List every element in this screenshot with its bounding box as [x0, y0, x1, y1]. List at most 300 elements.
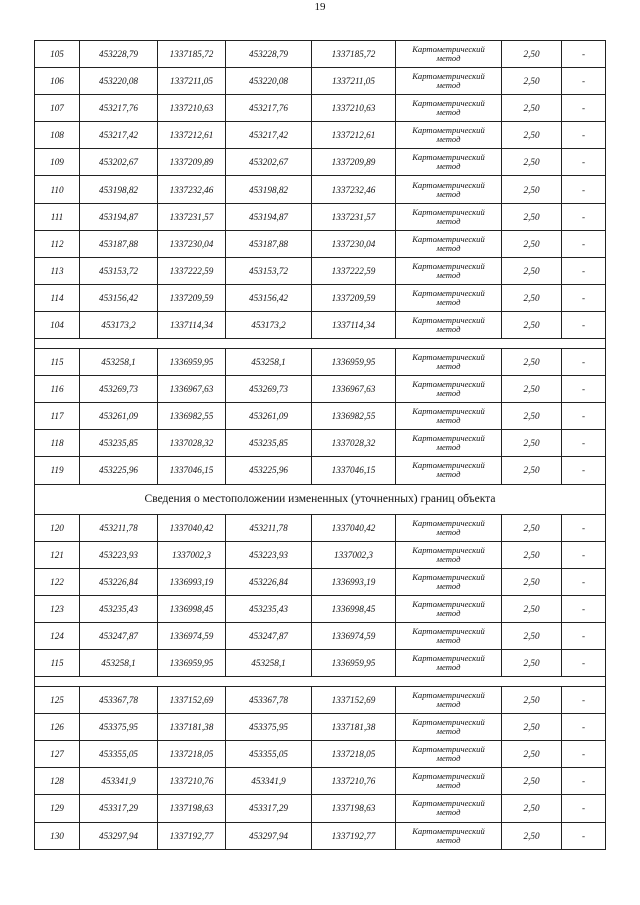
accuracy-cell: 2,50 — [502, 649, 562, 676]
table-row — [35, 595, 606, 622]
y-existing-cell: 1337209,89 — [158, 149, 226, 176]
x-new-cell: 453235,85 — [226, 430, 312, 457]
separator-row — [35, 339, 606, 349]
method-cell — [396, 176, 502, 203]
x-existing-cell: 453317,29 — [80, 795, 158, 822]
x-new-cell: 453261,09 — [226, 403, 312, 430]
x-existing-cell: 453211,78 — [80, 514, 158, 541]
x-existing-cell: 453375,95 — [80, 714, 158, 741]
x-new-cell: 453258,1 — [226, 349, 312, 376]
method-line-1: Картометрический — [412, 98, 485, 109]
x-existing-cell: 453198,82 — [80, 176, 158, 203]
note-cell: - — [562, 376, 606, 403]
y-existing-cell: 1337210,76 — [158, 768, 226, 795]
point-number-cell: 126 — [35, 714, 80, 741]
point-number-cell: 122 — [35, 568, 80, 595]
method-line-2: метод — [436, 526, 461, 537]
y-new-cell: 1337230,04 — [312, 230, 396, 257]
y-existing-cell: 1337181,38 — [158, 714, 226, 741]
point-number-cell: 106 — [35, 68, 80, 95]
note-cell: - — [562, 541, 606, 568]
method-line-1: Картометрический — [412, 771, 485, 782]
method-line-1: Картометрический — [412, 798, 485, 809]
accuracy-cell: 2,50 — [502, 514, 562, 541]
table-row — [35, 149, 606, 176]
method-line-2: метод — [436, 780, 461, 791]
method-line-2: метод — [436, 188, 461, 199]
note-cell: - — [562, 568, 606, 595]
point-number-cell: 123 — [35, 595, 80, 622]
method-line-2: метод — [436, 161, 461, 172]
x-new-cell: 453223,93 — [226, 541, 312, 568]
y-new-cell: 1337232,46 — [312, 176, 396, 203]
accuracy-cell: 2,50 — [502, 203, 562, 230]
point-number-cell: 104 — [35, 311, 80, 338]
accuracy-cell: 2,50 — [502, 311, 562, 338]
page-number: 19 — [314, 1, 326, 13]
x-new-cell: 453269,73 — [226, 376, 312, 403]
x-existing-cell: 453226,84 — [80, 568, 158, 595]
table-row — [35, 376, 606, 403]
method-line-1: Картометрический — [412, 625, 485, 636]
point-number-cell: 113 — [35, 257, 80, 284]
x-new-cell: 453247,87 — [226, 622, 312, 649]
point-number-cell: 108 — [35, 122, 80, 149]
x-existing-cell: 453235,85 — [80, 430, 158, 457]
accuracy-cell: 2,50 — [502, 68, 562, 95]
method-line-1: Картометрический — [412, 653, 485, 664]
note-cell: - — [562, 687, 606, 714]
accuracy-cell: 2,50 — [502, 122, 562, 149]
y-existing-cell: 1337185,72 — [158, 41, 226, 68]
table-row — [35, 768, 606, 795]
accuracy-cell: 2,50 — [502, 430, 562, 457]
accuracy-cell: 2,50 — [502, 687, 562, 714]
method-line-2: метод — [436, 134, 461, 145]
x-existing-cell: 453297,94 — [80, 822, 158, 849]
point-number-cell: 112 — [35, 230, 80, 257]
x-new-cell: 453355,05 — [226, 741, 312, 768]
x-existing-cell: 453187,88 — [80, 230, 158, 257]
note-cell: - — [562, 822, 606, 849]
section-heading: Сведения о местоположении измененных (уточненных) границ объекта — [35, 484, 606, 514]
y-new-cell: 1337210,76 — [312, 768, 396, 795]
method-line-1: Картометрический — [412, 598, 485, 609]
method-cell — [396, 622, 502, 649]
y-new-cell: 1337152,69 — [312, 687, 396, 714]
x-existing-cell: 453220,08 — [80, 68, 158, 95]
method-line-1: Картометрический — [412, 152, 485, 163]
x-new-cell: 453187,88 — [226, 230, 312, 257]
y-existing-cell: 1337222,59 — [158, 257, 226, 284]
method-line-1: Картометрический — [412, 206, 485, 217]
y-existing-cell: 1336993,19 — [158, 568, 226, 595]
table-row — [35, 95, 606, 122]
y-existing-cell: 1337192,77 — [158, 822, 226, 849]
x-new-cell: 453217,76 — [226, 95, 312, 122]
method-line-1: Картометрический — [412, 314, 485, 325]
method-line-1: Картометрический — [412, 352, 485, 363]
table-body — [35, 41, 606, 850]
point-number-cell: 124 — [35, 622, 80, 649]
method-line-1: Картометрический — [412, 71, 485, 82]
accuracy-cell: 2,50 — [502, 822, 562, 849]
accuracy-cell: 2,50 — [502, 541, 562, 568]
y-existing-cell: 1336967,63 — [158, 376, 226, 403]
y-new-cell: 1337209,89 — [312, 149, 396, 176]
note-cell: - — [562, 284, 606, 311]
note-cell: - — [562, 714, 606, 741]
x-new-cell: 453235,43 — [226, 595, 312, 622]
point-number-cell: 119 — [35, 457, 80, 484]
table-row — [35, 541, 606, 568]
y-new-cell: 1337212,61 — [312, 122, 396, 149]
method-cell — [396, 376, 502, 403]
table-row — [35, 822, 606, 849]
point-number-cell: 115 — [35, 349, 80, 376]
note-cell: - — [562, 595, 606, 622]
y-new-cell: 1336993,19 — [312, 568, 396, 595]
x-new-cell: 453317,29 — [226, 795, 312, 822]
method-line-1: Картометрический — [412, 179, 485, 190]
accuracy-cell: 2,50 — [502, 284, 562, 311]
y-new-cell: 1337192,77 — [312, 822, 396, 849]
method-line-1: Картометрический — [412, 825, 485, 836]
method-line-1: Картометрический — [412, 433, 485, 444]
y-new-cell: 1336959,95 — [312, 349, 396, 376]
x-new-cell: 453211,78 — [226, 514, 312, 541]
method-line-2: метод — [436, 580, 461, 591]
x-existing-cell: 453225,96 — [80, 457, 158, 484]
note-cell: - — [562, 795, 606, 822]
y-new-cell: 1337222,59 — [312, 257, 396, 284]
y-new-cell: 1336998,45 — [312, 595, 396, 622]
method-line-2: метод — [436, 296, 461, 307]
note-cell: - — [562, 514, 606, 541]
note-cell: - — [562, 311, 606, 338]
x-new-cell: 453226,84 — [226, 568, 312, 595]
method-cell — [396, 149, 502, 176]
section-heading-row — [35, 484, 606, 514]
method-line-1: Картометрический — [412, 406, 485, 417]
method-line-1: Картометрический — [412, 379, 485, 390]
x-new-cell: 453228,79 — [226, 41, 312, 68]
point-number-cell: 121 — [35, 541, 80, 568]
table-row — [35, 122, 606, 149]
method-line-2: метод — [436, 388, 461, 399]
y-new-cell: 1337231,57 — [312, 203, 396, 230]
table-row — [35, 230, 606, 257]
y-new-cell: 1337028,32 — [312, 430, 396, 457]
point-number-cell: 109 — [35, 149, 80, 176]
y-existing-cell: 1337231,57 — [158, 203, 226, 230]
note-cell: - — [562, 230, 606, 257]
method-cell — [396, 311, 502, 338]
x-existing-cell: 453194,87 — [80, 203, 158, 230]
x-new-cell: 453198,82 — [226, 176, 312, 203]
note-cell: - — [562, 122, 606, 149]
y-new-cell: 1336959,95 — [312, 649, 396, 676]
method-line-2: метод — [436, 699, 461, 710]
x-existing-cell: 453247,87 — [80, 622, 158, 649]
y-existing-cell: 1337218,05 — [158, 741, 226, 768]
accuracy-cell: 2,50 — [502, 457, 562, 484]
x-existing-cell: 453228,79 — [80, 41, 158, 68]
y-existing-cell: 1337209,59 — [158, 284, 226, 311]
x-existing-cell: 453269,73 — [80, 376, 158, 403]
y-existing-cell: 1337211,05 — [158, 68, 226, 95]
method-line-2: метод — [436, 469, 461, 480]
method-line-1: Картометрический — [412, 717, 485, 728]
table-row — [35, 741, 606, 768]
x-existing-cell: 453355,05 — [80, 741, 158, 768]
x-new-cell: 453297,94 — [226, 822, 312, 849]
x-new-cell: 453220,08 — [226, 68, 312, 95]
y-existing-cell: 1336959,95 — [158, 649, 226, 676]
point-number-cell: 105 — [35, 41, 80, 68]
method-cell — [396, 822, 502, 849]
y-existing-cell: 1337046,15 — [158, 457, 226, 484]
x-new-cell: 453341,9 — [226, 768, 312, 795]
y-existing-cell: 1336959,95 — [158, 349, 226, 376]
table-row — [35, 714, 606, 741]
x-existing-cell: 453153,72 — [80, 257, 158, 284]
y-new-cell: 1337185,72 — [312, 41, 396, 68]
point-number-cell: 111 — [35, 203, 80, 230]
accuracy-cell: 2,50 — [502, 595, 562, 622]
x-new-cell: 453375,95 — [226, 714, 312, 741]
point-number-cell: 114 — [35, 284, 80, 311]
method-cell — [396, 768, 502, 795]
method-cell — [396, 403, 502, 430]
note-cell: - — [562, 622, 606, 649]
x-existing-cell: 453156,42 — [80, 284, 158, 311]
note-cell: - — [562, 41, 606, 68]
method-line-2: метод — [436, 662, 461, 673]
note-cell: - — [562, 68, 606, 95]
y-existing-cell: 1337028,32 — [158, 430, 226, 457]
note-cell: - — [562, 149, 606, 176]
x-existing-cell: 453367,78 — [80, 687, 158, 714]
table-row — [35, 403, 606, 430]
y-new-cell: 1337114,34 — [312, 311, 396, 338]
method-line-1: Картометрический — [412, 233, 485, 244]
point-number-cell: 129 — [35, 795, 80, 822]
x-existing-cell: 453261,09 — [80, 403, 158, 430]
y-existing-cell: 1337212,61 — [158, 122, 226, 149]
method-cell — [396, 568, 502, 595]
method-cell — [396, 257, 502, 284]
method-line-1: Картометрический — [412, 260, 485, 271]
method-line-2: метод — [436, 323, 461, 334]
method-line-1: Картометрический — [412, 287, 485, 298]
method-line-1: Картометрический — [412, 690, 485, 701]
accuracy-cell: 2,50 — [502, 768, 562, 795]
method-cell — [396, 741, 502, 768]
method-cell — [396, 714, 502, 741]
method-line-1: Картометрический — [412, 125, 485, 136]
x-new-cell: 453217,42 — [226, 122, 312, 149]
x-new-cell: 453258,1 — [226, 649, 312, 676]
x-new-cell: 453367,78 — [226, 687, 312, 714]
method-cell — [396, 122, 502, 149]
note-cell: - — [562, 403, 606, 430]
x-existing-cell: 453217,76 — [80, 95, 158, 122]
method-line-2: метод — [436, 361, 461, 372]
y-existing-cell: 1337230,04 — [158, 230, 226, 257]
point-number-cell: 120 — [35, 514, 80, 541]
point-number-cell: 117 — [35, 403, 80, 430]
y-new-cell: 1337040,42 — [312, 514, 396, 541]
x-new-cell: 453202,67 — [226, 149, 312, 176]
method-cell — [396, 795, 502, 822]
separator-cell — [35, 339, 606, 349]
table-row — [35, 514, 606, 541]
y-new-cell: 1337181,38 — [312, 714, 396, 741]
accuracy-cell: 2,50 — [502, 257, 562, 284]
table-row — [35, 257, 606, 284]
method-line-2: метод — [436, 753, 461, 764]
method-cell — [396, 541, 502, 568]
method-line-2: метод — [436, 553, 461, 564]
method-line-2: метод — [436, 607, 461, 618]
note-cell: - — [562, 457, 606, 484]
method-cell — [396, 203, 502, 230]
accuracy-cell: 2,50 — [502, 230, 562, 257]
y-existing-cell: 1337114,34 — [158, 311, 226, 338]
note-cell: - — [562, 257, 606, 284]
x-new-cell: 453194,87 — [226, 203, 312, 230]
x-new-cell: 453156,42 — [226, 284, 312, 311]
accuracy-cell: 2,50 — [502, 376, 562, 403]
method-line-1: Картометрический — [412, 571, 485, 582]
method-cell — [396, 457, 502, 484]
x-existing-cell: 453235,43 — [80, 595, 158, 622]
method-line-1: Картометрический — [412, 744, 485, 755]
method-cell — [396, 95, 502, 122]
point-number-cell: 110 — [35, 176, 80, 203]
table-row — [35, 622, 606, 649]
method-cell — [396, 514, 502, 541]
separator-cell — [35, 677, 606, 687]
y-new-cell: 1336967,63 — [312, 376, 396, 403]
method-cell — [396, 349, 502, 376]
y-existing-cell: 1337152,69 — [158, 687, 226, 714]
accuracy-cell: 2,50 — [502, 568, 562, 595]
x-existing-cell: 453223,93 — [80, 541, 158, 568]
accuracy-cell: 2,50 — [502, 714, 562, 741]
method-line-1: Картометрический — [412, 44, 485, 55]
method-cell — [396, 284, 502, 311]
method-cell — [396, 687, 502, 714]
accuracy-cell: 2,50 — [502, 95, 562, 122]
method-line-2: метод — [436, 415, 461, 426]
method-cell — [396, 68, 502, 95]
method-line-2: метод — [436, 834, 461, 845]
x-existing-cell: 453258,1 — [80, 649, 158, 676]
point-number-cell: 130 — [35, 822, 80, 849]
method-line-2: метод — [436, 80, 461, 91]
method-cell — [396, 41, 502, 68]
method-line-2: метод — [436, 107, 461, 118]
table-row — [35, 68, 606, 95]
y-new-cell: 1336974,59 — [312, 622, 396, 649]
accuracy-cell: 2,50 — [502, 741, 562, 768]
note-cell: - — [562, 95, 606, 122]
note-cell: - — [562, 349, 606, 376]
method-line-1: Картометрический — [412, 544, 485, 555]
y-new-cell: 1337218,05 — [312, 741, 396, 768]
y-existing-cell: 1337210,63 — [158, 95, 226, 122]
accuracy-cell: 2,50 — [502, 176, 562, 203]
note-cell: - — [562, 768, 606, 795]
y-new-cell: 1337211,05 — [312, 68, 396, 95]
table-row — [35, 649, 606, 676]
y-new-cell: 1337002,3 — [312, 541, 396, 568]
accuracy-cell: 2,50 — [502, 41, 562, 68]
point-number-cell: 116 — [35, 376, 80, 403]
table-row — [35, 568, 606, 595]
x-existing-cell: 453258,1 — [80, 349, 158, 376]
method-cell — [396, 595, 502, 622]
y-existing-cell: 1337232,46 — [158, 176, 226, 203]
point-number-cell: 128 — [35, 768, 80, 795]
x-existing-cell: 453217,42 — [80, 122, 158, 149]
note-cell: - — [562, 203, 606, 230]
x-existing-cell: 453202,67 — [80, 149, 158, 176]
coordinates-table — [34, 40, 606, 850]
y-new-cell: 1337210,63 — [312, 95, 396, 122]
table-row — [35, 311, 606, 338]
method-line-2: метод — [436, 242, 461, 253]
y-existing-cell: 1337040,42 — [158, 514, 226, 541]
accuracy-cell: 2,50 — [502, 622, 562, 649]
point-number-cell: 127 — [35, 741, 80, 768]
y-new-cell: 1337046,15 — [312, 457, 396, 484]
method-line-2: метод — [436, 215, 461, 226]
method-line-2: метод — [436, 53, 461, 64]
table-row — [35, 457, 606, 484]
x-new-cell: 453153,72 — [226, 257, 312, 284]
method-line-1: Картометрический — [412, 460, 485, 471]
note-cell: - — [562, 430, 606, 457]
x-new-cell: 453173,2 — [226, 311, 312, 338]
accuracy-cell: 2,50 — [502, 149, 562, 176]
y-new-cell: 1337198,63 — [312, 795, 396, 822]
y-new-cell: 1337209,59 — [312, 284, 396, 311]
point-number-cell: 115 — [35, 649, 80, 676]
table-row — [35, 284, 606, 311]
accuracy-cell: 2,50 — [502, 403, 562, 430]
y-new-cell: 1336982,55 — [312, 403, 396, 430]
table-row — [35, 430, 606, 457]
method-cell — [396, 649, 502, 676]
method-line-2: метод — [436, 634, 461, 645]
y-existing-cell: 1336998,45 — [158, 595, 226, 622]
table-row — [35, 687, 606, 714]
x-existing-cell: 453173,2 — [80, 311, 158, 338]
method-line-2: метод — [436, 442, 461, 453]
separator-row — [35, 677, 606, 687]
point-number-cell: 107 — [35, 95, 80, 122]
note-cell: - — [562, 176, 606, 203]
accuracy-cell: 2,50 — [502, 795, 562, 822]
table-row — [35, 349, 606, 376]
method-line-2: метод — [436, 269, 461, 280]
method-cell — [396, 430, 502, 457]
method-cell — [396, 230, 502, 257]
y-existing-cell: 1337002,3 — [158, 541, 226, 568]
